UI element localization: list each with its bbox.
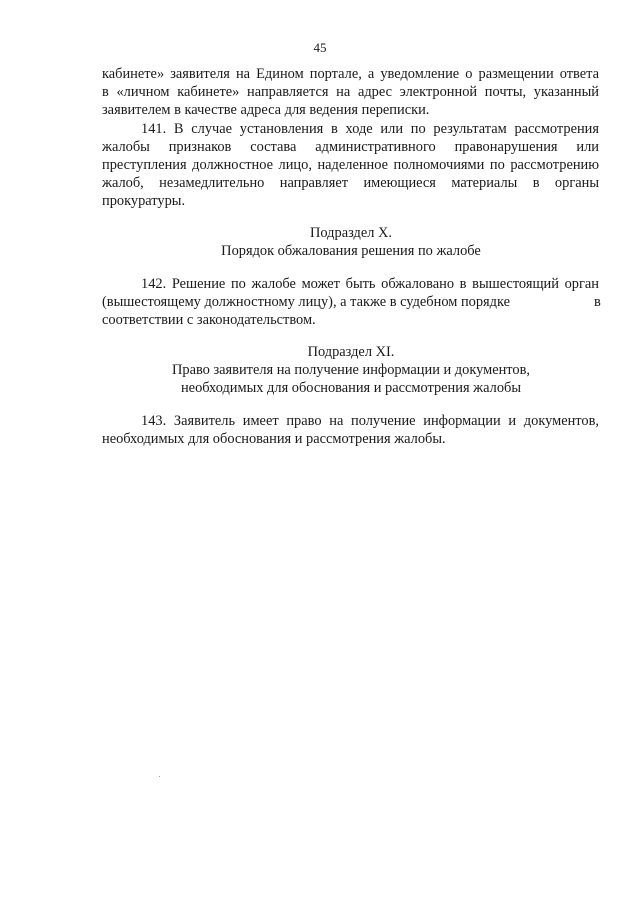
- paragraph-line: прокуратуры.: [102, 193, 186, 209]
- paragraph-line: кабинете» заявителя на Едином портале, а уведомление о размещении ответа: [102, 66, 599, 82]
- page-number: 45: [313, 40, 327, 55]
- paragraph-line: жалоб, незамедлительно направляет имеющиеся материалы в органы: [102, 175, 599, 191]
- paragraph-line: в «личном кабинете» направляется на адрес электронной почты, указанный: [102, 84, 599, 100]
- paragraph-line: соответствии с законодательством.: [102, 312, 316, 328]
- paragraph-line: необходимых для обоснования и рассмотрения жалобы.: [102, 431, 446, 447]
- paragraph-line: заявителем в качестве адреса для ведения переписки.: [102, 102, 430, 118]
- subsection-title: Право заявителя на получение информации и документов,: [172, 362, 530, 378]
- paragraph-line: преступления должностное лицо, наделенное полномочиями по рассмотрению: [102, 157, 599, 173]
- paragraph-line: 143. Заявитель имеет право на получение информации и документов,: [141, 413, 599, 429]
- subsection-title: Порядок обжалования решения по жалобе: [221, 243, 481, 259]
- paragraph-line: жалобы признаков состава административного правонарушения или: [102, 139, 599, 155]
- paragraph-line: 141. В случае установления в ходе или по результатам рассмотрения: [141, 121, 599, 137]
- subsection-title: необходимых для обоснования и рассмотрения жалобы: [180, 380, 522, 396]
- paragraph-line-end: в: [594, 294, 601, 310]
- subsection-heading: Подраздел XI.: [307, 344, 395, 360]
- scan-speck: [159, 776, 160, 777]
- subsection-heading: Подраздел X.: [310, 225, 392, 241]
- paragraph-line: (вышестоящему должностному лицу), а также в судебном порядке: [102, 294, 511, 310]
- paragraph-line: 142. Решение по жалобе может быть обжаловано в вышестоящий орган: [141, 276, 599, 292]
